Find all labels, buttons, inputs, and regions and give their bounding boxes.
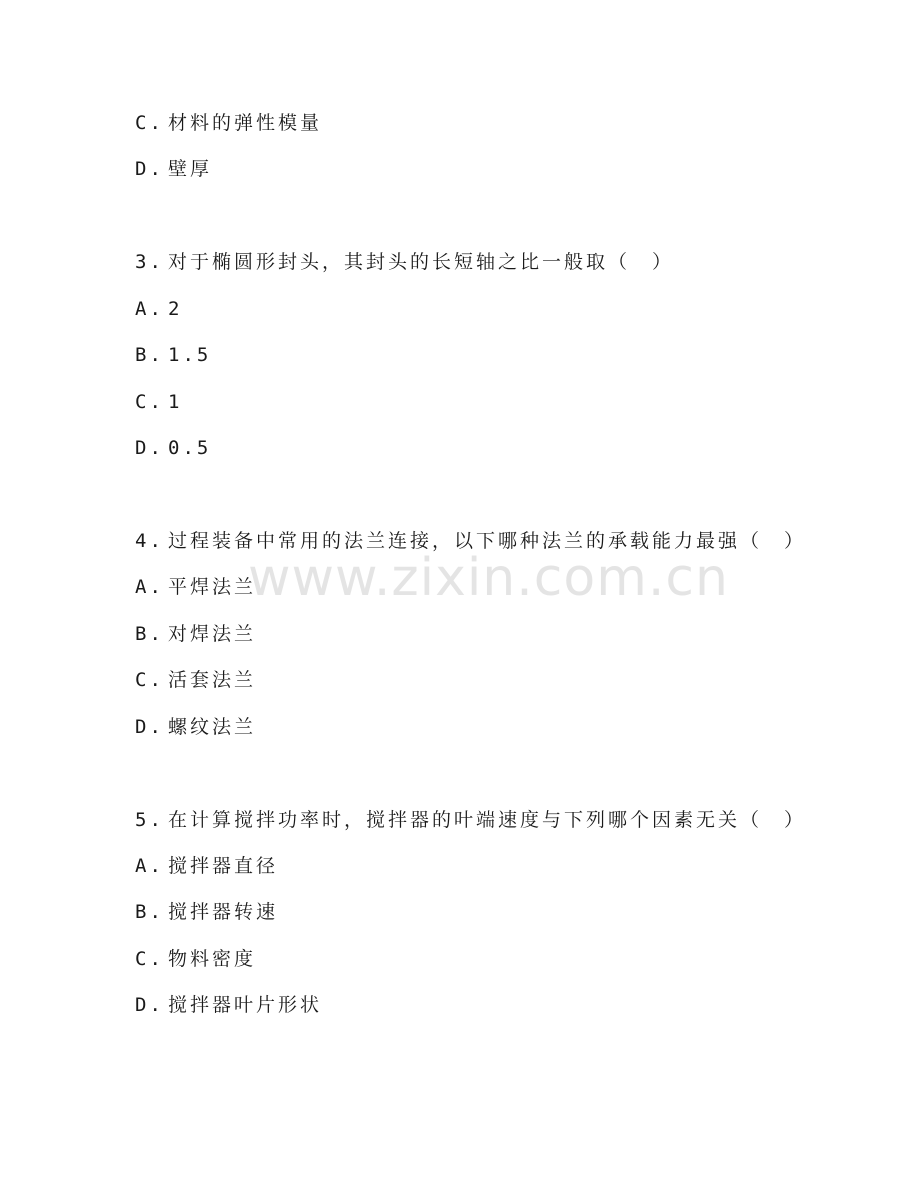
question-number: 3.: [135, 251, 164, 273]
question-text: 过程装备中常用的法兰连接，以下哪种法兰的承载能力最强（ ）: [168, 530, 807, 552]
watermark-text: www.zixin.com.cn: [248, 548, 729, 608]
option-text: 活套法兰: [168, 669, 257, 691]
option-text: 1.5: [168, 344, 212, 366]
q3-option-b: [135, 343, 211, 367]
option-text: 0.5: [168, 437, 212, 459]
option-label: A.: [135, 576, 164, 598]
option-label: A.: [135, 298, 164, 320]
q3-stem: [135, 250, 674, 274]
option-text: 材料的弹性模量: [168, 112, 323, 134]
option-label: C.: [135, 948, 164, 970]
option-label: D.: [135, 716, 164, 738]
question-number: 5.: [135, 809, 164, 831]
option-text: 1: [168, 391, 183, 413]
option-text: 壁厚: [168, 158, 213, 180]
q5-option-a: [135, 854, 278, 878]
q4-option-a: [135, 575, 256, 599]
q3-option-a: [135, 297, 182, 321]
q3-option-d: [135, 436, 211, 460]
q5-stem: [135, 808, 806, 832]
question-text: 在计算搅拌功率时，搅拌器的叶端速度与下列哪个因素无关（ ）: [168, 809, 807, 831]
q3-option-c: [135, 390, 182, 414]
q4-option-d: [135, 715, 256, 739]
q5-option-d: [135, 993, 322, 1017]
q2-option-d: [135, 157, 212, 181]
option-label: C.: [135, 669, 164, 691]
option-text: 搅拌器转速: [168, 901, 279, 923]
option-label: C.: [135, 112, 164, 134]
option-text: 物料密度: [168, 948, 257, 970]
q5-option-c: [135, 947, 256, 971]
option-label: D.: [135, 158, 164, 180]
option-label: B.: [135, 623, 164, 645]
q4-option-c: [135, 668, 256, 692]
q2-option-c: [135, 111, 322, 135]
option-label: A.: [135, 855, 164, 877]
option-text: 对焊法兰: [168, 623, 257, 645]
q5-option-b: [135, 900, 278, 924]
option-label: D.: [135, 994, 164, 1016]
option-text: 搅拌器直径: [168, 855, 279, 877]
option-text: 平焊法兰: [168, 576, 257, 598]
option-label: B.: [135, 901, 164, 923]
option-text: 螺纹法兰: [168, 716, 257, 738]
option-label: C.: [135, 391, 164, 413]
option-text: 2: [168, 298, 183, 320]
q4-stem: [135, 529, 806, 553]
option-label: D.: [135, 437, 164, 459]
option-label: B.: [135, 344, 164, 366]
question-text: 对于椭圆形封头，其封头的长短轴之比一般取（ ）: [168, 251, 675, 273]
question-number: 4.: [135, 530, 164, 552]
option-text: 搅拌器叶片形状: [168, 994, 323, 1016]
q4-option-b: [135, 622, 256, 646]
